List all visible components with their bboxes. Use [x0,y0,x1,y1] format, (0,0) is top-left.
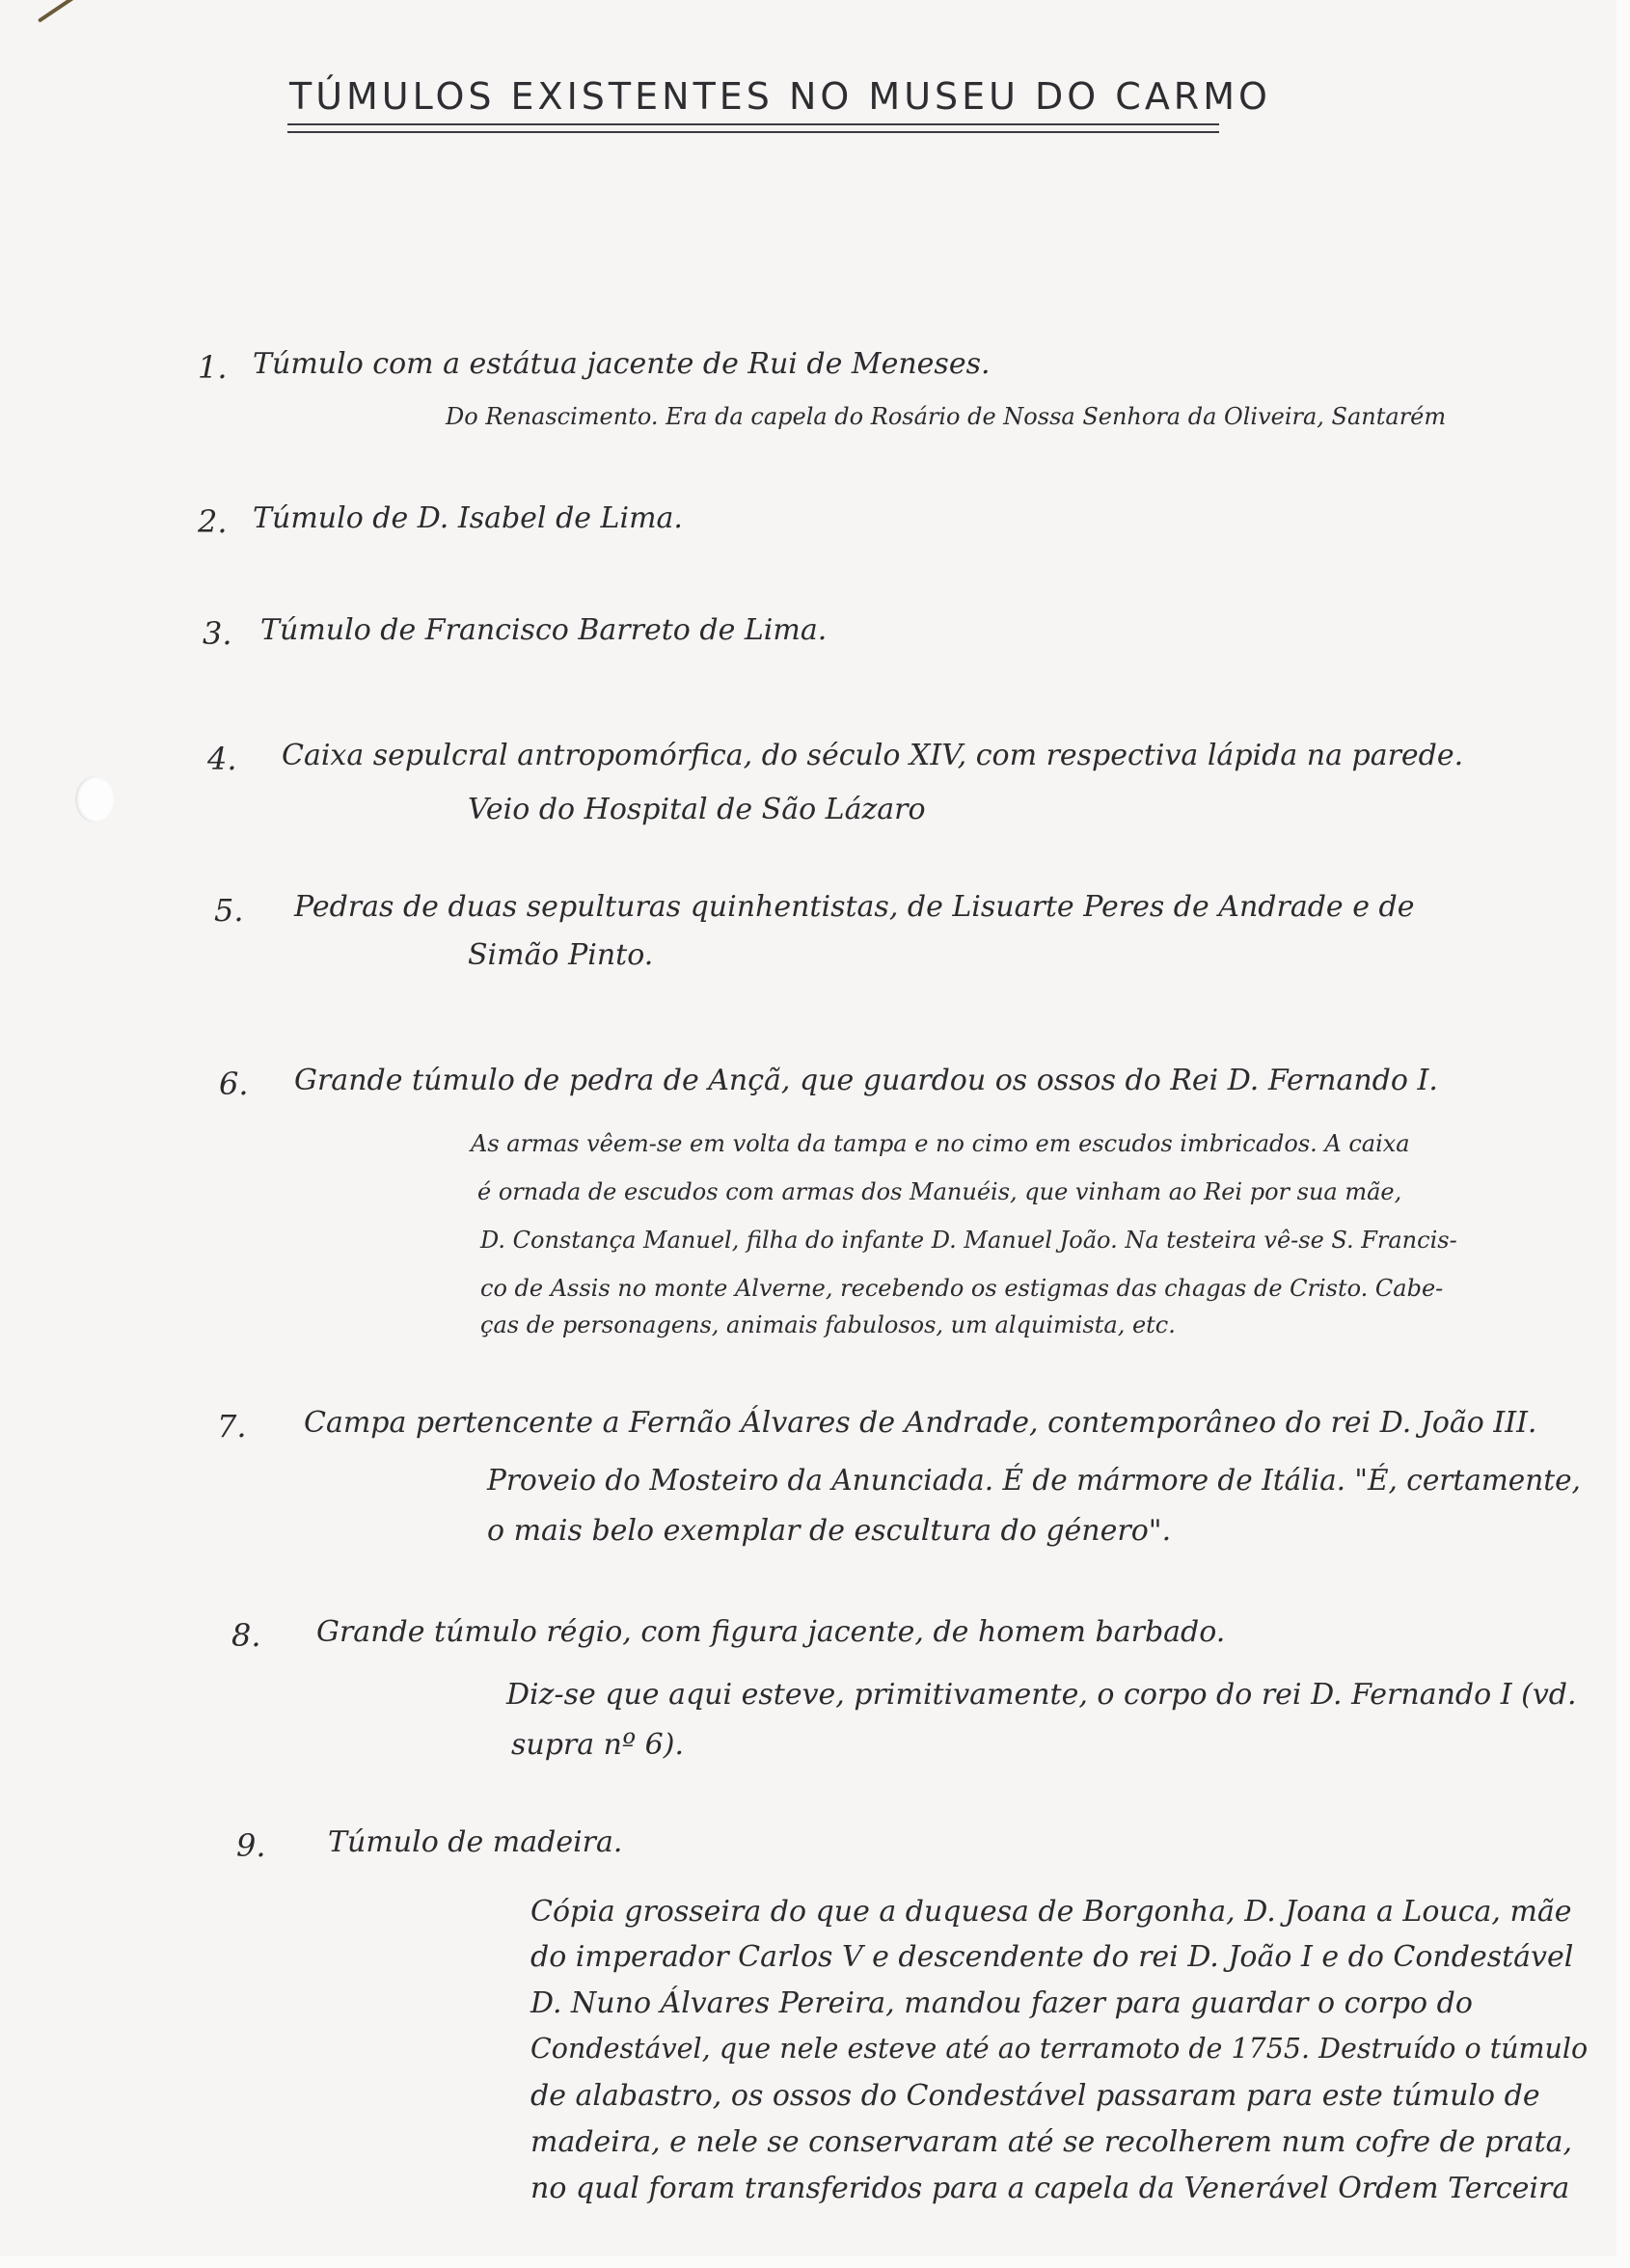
item-detail-line: o mais belo exemplar de escultura do género". [487,1514,1172,1548]
title-underline [287,123,1219,125]
item-detail-line: Proveio do Mosteiro da Anunciada. É de mármore de Itália. "É, certamente, [487,1464,1581,1497]
item-number: 8. [231,1617,261,1654]
item-detail-line: As armas vêem-se em volta da tampa e no cimo em escudos imbricados. A caixa [471,1130,1410,1157]
page-title: TÚMULOS EXISTENTES NO MUSEU DO CARMO [289,75,1271,118]
item-number: 5. [214,892,244,929]
pen-mark [38,0,78,23]
item-detail-line: madeira, e nele se conservaram até se recolherem num cofre de prata, [530,2125,1573,2159]
item-heading: Túmulo de madeira. [328,1825,623,1859]
item-number: 1. [198,349,228,386]
item-detail-line: Do Renascimento. Era da capela do Rosário de Nossa Senhora da Oliveira, Santarém [446,403,1447,430]
title-underline [287,131,1219,133]
item-detail-line: D. Nuno Álvares Pereira, mandou fazer para guardar o corpo do [530,1986,1473,2020]
item-number: 9. [236,1827,266,1864]
item-detail-line: Diz-se que aqui esteve, primitivamente, o corpo do rei D. Fernando I (vd. [506,1678,1577,1712]
item-heading: Túmulo de Francisco Barreto de Lima. [260,613,828,647]
paper-edge-right [1616,0,1630,2268]
paper-edge-bottom [0,2256,1630,2268]
item-detail-line: supra nº 6). [511,1728,684,1762]
item-number: 4. [207,741,237,777]
item-number: 2. [198,503,228,540]
item-detail-line: Condestável, que nele esteve até ao terramoto de 1755. Destruído o túmulo [530,2033,1589,2065]
item-heading: Grande túmulo régio, com figura jacente, de homem barbado. [316,1615,1226,1649]
item-number: 7. [217,1408,247,1444]
item-number: 3. [203,615,232,652]
item-detail-line: Simão Pinto. [468,938,654,972]
item-detail-line: D. Constança Manuel, filha do infante D. Manuel João. Na testeira vê-se S. Francis- [480,1227,1457,1254]
item-detail-line: co de Assis no monte Alverne, recebendo os estigmas das chagas de Cristo. Cabe- [480,1275,1444,1302]
item-heading: Campa pertencente a Fernão Álvares de Andrade, contemporâneo do rei D. João III. [304,1406,1537,1440]
item-detail-line: é ornada de escudos com armas dos Manuéis, que vinham ao Rei por sua mãe, [477,1178,1402,1205]
item-detail-line: ças de personagens, animais fabulosos, um alquimista, etc. [480,1311,1176,1338]
item-heading: Túmulo de D. Isabel de Lima. [253,501,683,535]
item-number: 6. [219,1066,249,1102]
punch-hole [75,776,114,823]
item-detail-line: Cópia grosseira do que a duquesa de Borgonha, D. Joana a Louca, mãe [530,1895,1572,1929]
item-heading: Grande túmulo de pedra de Ançã, que guardou os ossos do Rei D. Fernando I. [294,1064,1438,1097]
item-detail-line: de alabastro, os ossos do Condestável passaram para este túmulo de [530,2079,1540,2113]
item-heading: Pedras de duas sepulturas quinhentistas, de Lisuarte Peres de Andrade e de [294,890,1415,924]
item-detail-line: Veio do Hospital de São Lázaro [468,793,926,826]
item-detail-line: do imperador Carlos V e descendente do rei D. João I e do Condestável [530,1940,1574,1974]
item-heading: Túmulo com a estátua jacente de Rui de Meneses. [253,347,991,381]
item-heading: Caixa sepulcral antropomórfica, do século XIV, com respectiva lápida na parede. [282,739,1464,772]
item-detail-line: no qual foram transferidos para a capela da Venerável Ordem Terceira [530,2172,1570,2205]
